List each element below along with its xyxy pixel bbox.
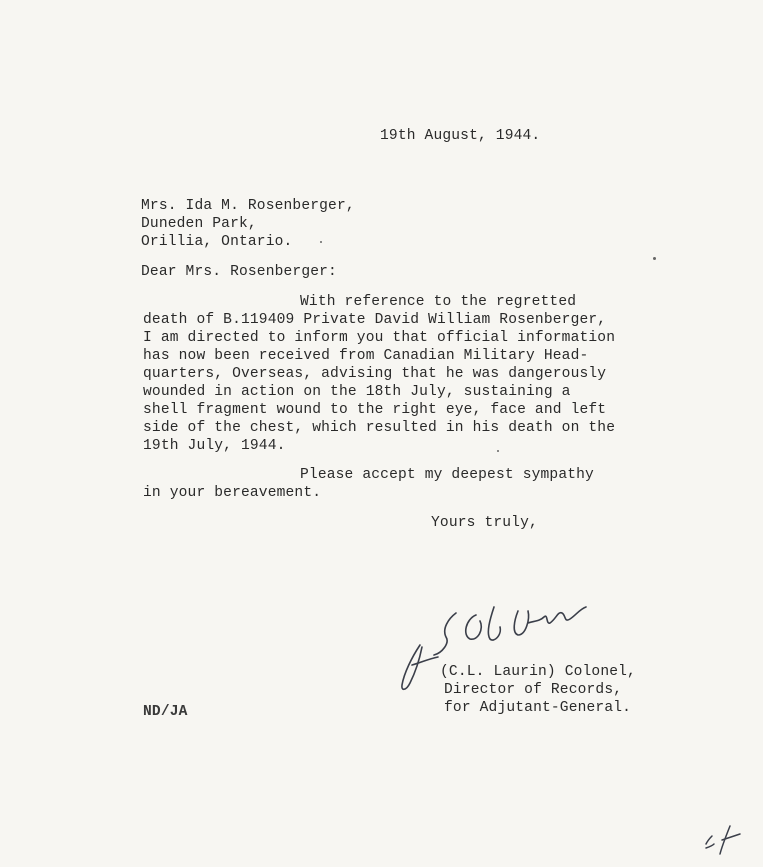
reference-initials: ND/JA (143, 704, 188, 720)
paragraph-line: death of B.119409 Private David William Rosenberger, (143, 312, 607, 328)
closing: Yours truly, (431, 515, 538, 531)
ink-speck (320, 241, 322, 243)
paragraph-line: With reference to the regretted (300, 294, 577, 310)
paragraph-line: in your bereavement. (143, 485, 322, 501)
signatory-title: Director of Records, (444, 682, 623, 698)
letter-date: 19th August, 1944. (380, 128, 541, 144)
paragraph-line: wounded in action on the 18th July, sustaining a (143, 384, 571, 400)
salutation: Dear Mrs. Rosenberger: (141, 264, 337, 280)
signatory-name: (C.L. Laurin) Colonel, (440, 664, 636, 680)
ink-speck (497, 450, 499, 452)
recipient-city: Orillia, Ontario. (141, 234, 293, 250)
paragraph-line: shell fragment wound to the right eye, face and left (143, 402, 607, 418)
signatory-department: for Adjutant-General. (444, 700, 632, 716)
paragraph-line: 19th July, 1944. (143, 438, 286, 454)
paragraph-line: I am directed to inform you that official information (143, 330, 616, 346)
paragraph-line: has now been received from Canadian Military Head- (143, 348, 589, 364)
recipient-name: Mrs. Ida M. Rosenberger, (141, 198, 355, 214)
paragraph-line: side of the chest, which resulted in his death on the (143, 420, 616, 436)
paragraph-line: quarters, Overseas, advising that he was dangerously (143, 366, 607, 382)
paragraph-line: Please accept my deepest sympathy (300, 467, 594, 483)
recipient-street: Duneden Park, (141, 216, 257, 232)
ink-speck (653, 257, 656, 260)
margin-annotation (700, 822, 750, 858)
